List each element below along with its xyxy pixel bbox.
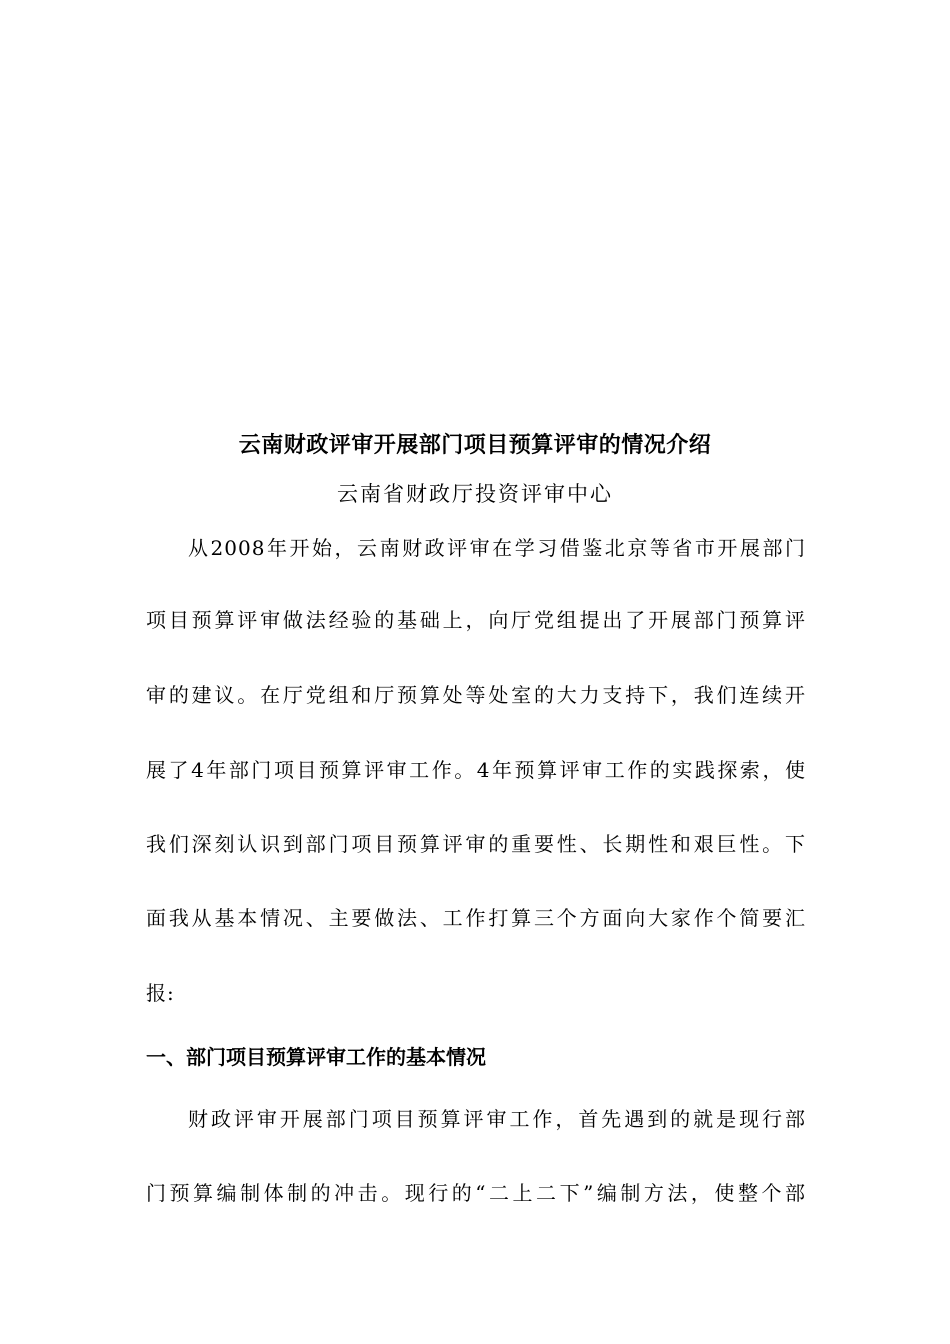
section-heading: 一、部门项目预算评审工作的基本情况	[146, 1045, 486, 1069]
intro-line: 项目预算评审做法经验的基础上，向厅党组提出了开展部门预算评	[146, 608, 806, 632]
intro-line: 报:	[146, 981, 175, 1005]
intro-line: 从2008年开始，云南财政评审在学习借鉴北京等省市开展部门	[188, 536, 806, 560]
intro-line: 我们深刻认识到部门项目预算评审的重要性、长期性和艰巨性。下	[146, 832, 806, 856]
intro-line: 展了4年部门项目预算评审工作。4年预算评审工作的实践探索，使	[146, 758, 806, 782]
section-line: 门预算编制体制的冲击。现行的“二上二下”编制方法，使整个部	[146, 1181, 806, 1205]
document-title: 云南财政评审开展部门项目预算评审的情况介绍	[238, 433, 712, 458]
document-author: 云南省财政厅投资评审中心	[337, 482, 613, 506]
intro-line: 面我从基本情况、主要做法、工作打算三个方面向大家作个简要汇	[146, 906, 806, 930]
intro-line: 审的建议。在厅党组和厅预算处等处室的大力支持下，我们连续开	[146, 683, 806, 707]
section-line: 财政评审开展部门项目预算评审工作，首先遇到的就是现行部	[188, 1107, 806, 1131]
